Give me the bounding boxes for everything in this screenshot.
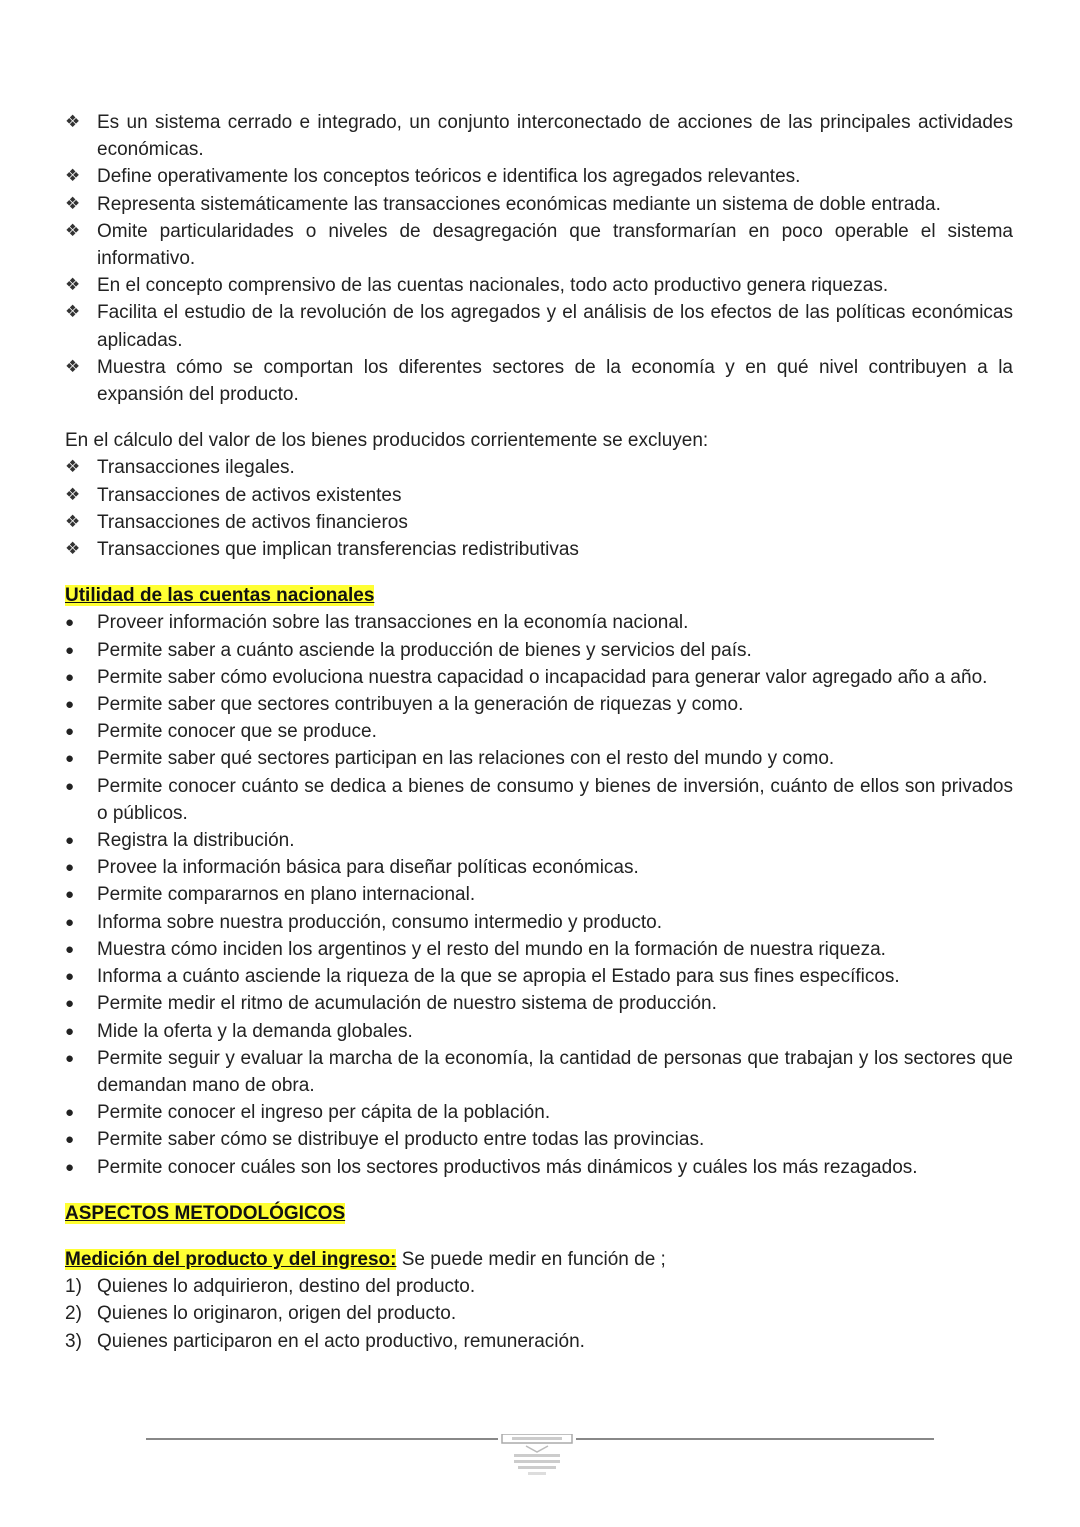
diamond-bullet-icon: ❖ bbox=[65, 302, 81, 323]
diamond-bullet-icon: ❖ bbox=[65, 275, 81, 296]
measurement-list bbox=[65, 1273, 1013, 1355]
footer-divider-right bbox=[576, 1438, 934, 1440]
list-item: ● Permite conocer cuáles son los sectores productivos más dinámicos y cuáles los más rezagados. bbox=[65, 1154, 1013, 1181]
list-item: ❖ Transacciones de activos existentes bbox=[65, 482, 1013, 509]
list-item: ● Informa sobre nuestra producción, consumo intermedio y producto. bbox=[65, 909, 1013, 936]
diamond-bullet-icon: ❖ bbox=[65, 356, 81, 377]
exclusions-intro: En el cálculo del valor de los bienes producidos corrientemente se excluyen: bbox=[65, 430, 709, 452]
diamond-bullet-icon: ❖ bbox=[65, 112, 81, 132]
dot-bullet-icon: ● bbox=[65, 968, 75, 986]
list-item: ● Permite conocer que se produce. bbox=[65, 718, 1013, 745]
methodology-heading: ASPECTOS METODOLÓGICOS bbox=[65, 1202, 346, 1224]
dot-bullet-icon: ● bbox=[65, 750, 75, 768]
diamond-bullet-icon: ❖ bbox=[65, 166, 81, 187]
dot-bullet-icon: ● bbox=[65, 1022, 75, 1040]
list-item: ❖ Representa sistemáticamente las transacciones económicas mediante un sistema de doble entrada. bbox=[65, 191, 1013, 218]
utility-heading-line bbox=[65, 582, 1013, 609]
diamond-bullet-icon: ❖ bbox=[65, 484, 81, 505]
list-item: ● Permite conocer el ingreso per cápita de la población. bbox=[65, 1099, 1013, 1126]
utility-list bbox=[65, 609, 1013, 1180]
diamond-bullet-icon: ❖ bbox=[65, 220, 81, 241]
dot-bullet-icon: ● bbox=[65, 1049, 75, 1067]
list-item: ● Permite seguir y evaluar la marcha de la economía, la cantidad de personas que trabajan y los sectores que demandan mano de obra. bbox=[65, 1045, 1013, 1099]
diamond-bullet-icon: ❖ bbox=[65, 193, 81, 214]
list-item: ❖ Transacciones ilegales. bbox=[65, 454, 1013, 481]
footer-logo-icon bbox=[496, 1434, 578, 1478]
list-item: ● Provee la información básica para diseñar políticas económicas. bbox=[65, 854, 1013, 881]
list-number: 2) bbox=[65, 1303, 82, 1325]
dot-bullet-icon: ● bbox=[65, 1104, 75, 1122]
list-item: ❖ Omite particularidades o niveles de desagregación que transformarían en poco operable el sistema informativo. bbox=[65, 218, 1013, 272]
list-item: ● Permite medir el ritmo de acumulación de nuestro sistema de producción. bbox=[65, 990, 1013, 1017]
list-item: ● Informa a cuánto asciende la riqueza de la que se apropia el Estado para sus fines específicos. bbox=[65, 963, 1013, 990]
dot-bullet-icon: ● bbox=[65, 696, 75, 714]
measurement-label: Medición del producto y del ingreso: bbox=[65, 1248, 397, 1270]
list-item: ● Mide la oferta y la demanda globales. bbox=[65, 1018, 1013, 1045]
list-item: 1) Quienes lo adquirieron, destino del producto. bbox=[65, 1273, 1013, 1300]
list-item: ❖ Es un sistema cerrado e integrado, un conjunto interconectado de acciones de las principales actividades económicas. bbox=[65, 109, 1013, 163]
footer-divider-left bbox=[146, 1438, 498, 1440]
methodology-heading-line bbox=[65, 1200, 1013, 1227]
measurement-line bbox=[65, 1246, 1013, 1273]
features-list bbox=[65, 109, 1013, 408]
spacer bbox=[65, 563, 1013, 582]
diamond-bullet-icon: ❖ bbox=[65, 457, 81, 478]
list-item: ● Permite saber qué sectores participan en las relaciones con el resto del mundo y como. bbox=[65, 745, 1013, 772]
list-item: 2) Quienes lo originaron, origen del producto. bbox=[65, 1300, 1013, 1327]
list-number: 1) bbox=[65, 1276, 82, 1298]
document-page bbox=[65, 109, 1013, 1355]
dot-bullet-icon: ● bbox=[65, 940, 75, 958]
spacer bbox=[65, 1227, 1013, 1246]
list-item: 3) Quienes participaron en el acto productivo, remuneración. bbox=[65, 1328, 1013, 1355]
dot-bullet-icon: ● bbox=[65, 859, 75, 877]
dot-bullet-icon: ● bbox=[65, 777, 75, 795]
list-item: ● Registra la distribución. bbox=[65, 827, 1013, 854]
list-item: ❖ Transacciones que implican transferencias redistributivas bbox=[65, 536, 1013, 563]
dot-bullet-icon: ● bbox=[65, 886, 75, 904]
list-item: ● Permite compararnos en plano internacional. bbox=[65, 881, 1013, 908]
diamond-bullet-icon: ❖ bbox=[65, 539, 81, 560]
list-item: ● Permite conocer cuánto se dedica a bienes de consumo y bienes de inversión, cuánto de ellos son privados o públicos. bbox=[65, 773, 1013, 827]
list-item: ❖ Transacciones de activos financieros bbox=[65, 509, 1013, 536]
list-item: ❖ Muestra cómo se comportan los diferentes sectores de la economía y en qué nivel contribuyen a la expansión del producto. bbox=[65, 354, 1013, 408]
list-item: ● Permite saber cómo se distribuye el producto entre todas las provincias. bbox=[65, 1126, 1013, 1153]
measurement-text: Se puede medir en función de ; bbox=[396, 1248, 666, 1270]
list-number: 3) bbox=[65, 1330, 82, 1352]
list-item: ❖ Define operativamente los conceptos teóricos e identifica los agregados relevantes. bbox=[65, 163, 1013, 190]
diamond-bullet-icon: ❖ bbox=[65, 511, 81, 532]
dot-bullet-icon: ● bbox=[65, 913, 75, 931]
exclusions-list bbox=[65, 454, 1013, 563]
list-item: ● Permite saber a cuánto asciende la producción de bienes y servicios del país. bbox=[65, 637, 1013, 664]
spacer bbox=[65, 1181, 1013, 1200]
dot-bullet-icon: ● bbox=[65, 995, 75, 1013]
list-item: ● Muestra cómo inciden los argentinos y el resto del mundo en la formación de nuestra riqueza. bbox=[65, 936, 1013, 963]
dot-bullet-icon: ● bbox=[65, 641, 75, 659]
page-footer bbox=[146, 1437, 934, 1482]
utility-heading: Utilidad de las cuentas nacionales bbox=[65, 585, 375, 607]
spacer bbox=[65, 408, 1013, 427]
dot-bullet-icon: ● bbox=[65, 832, 75, 850]
list-item: ❖ Facilita el estudio de la revolución de los agregados y el análisis de los efectos de las políticas económicas aplicadas. bbox=[65, 299, 1013, 353]
list-item: ❖ En el concepto comprensivo de las cuentas nacionales, todo acto productivo genera riquezas. bbox=[65, 272, 1013, 299]
dot-bullet-icon: ● bbox=[65, 723, 75, 741]
dot-bullet-icon: ● bbox=[65, 1158, 75, 1176]
list-item: ● Permite saber que sectores contribuyen a la generación de riquezas y como. bbox=[65, 691, 1013, 718]
dot-bullet-icon: ● bbox=[65, 668, 75, 686]
dot-bullet-icon: ● bbox=[65, 1131, 75, 1149]
list-item: ● Permite saber cómo evoluciona nuestra capacidad o incapacidad para generar valor agregado año a año. bbox=[65, 664, 1013, 691]
list-item: ● Proveer información sobre las transacciones en la economía nacional. bbox=[65, 609, 1013, 636]
dot-bullet-icon: ● bbox=[65, 614, 75, 632]
